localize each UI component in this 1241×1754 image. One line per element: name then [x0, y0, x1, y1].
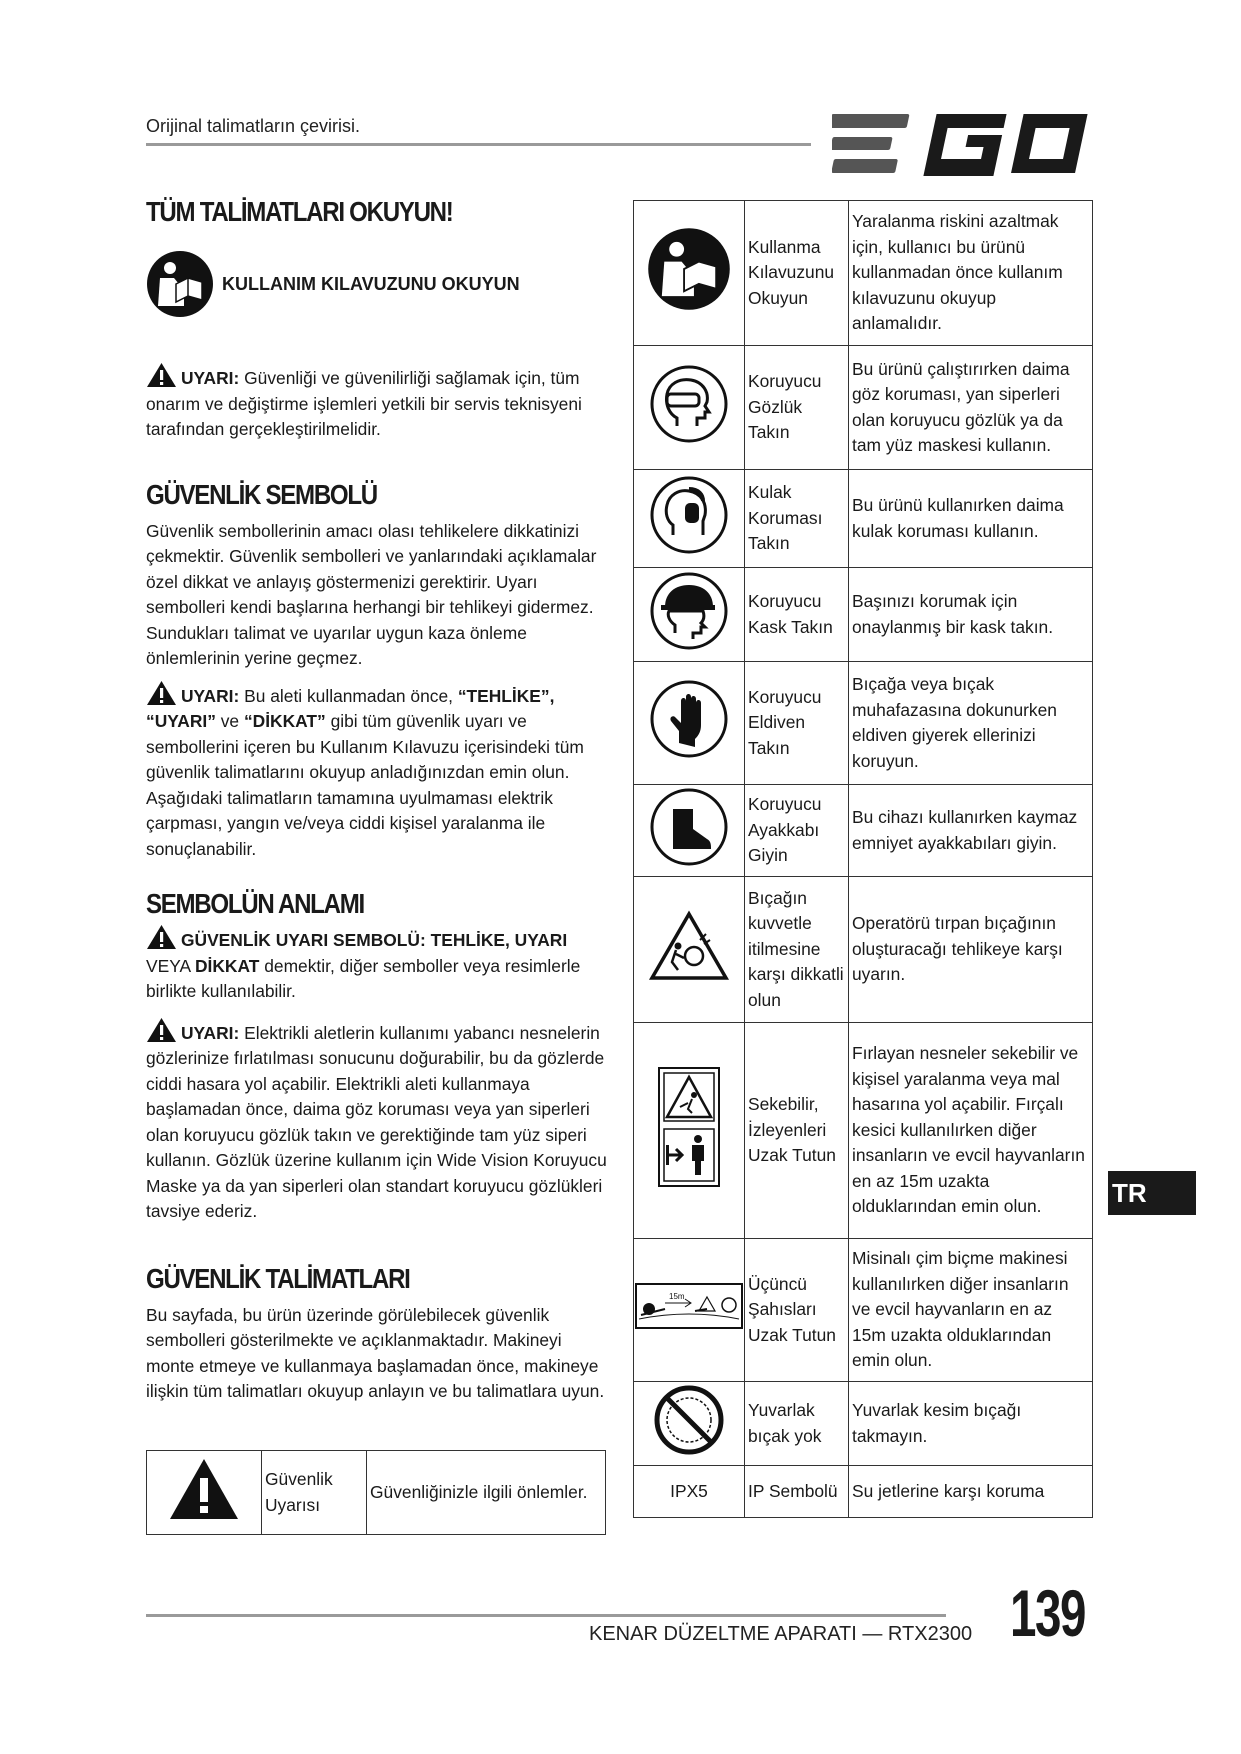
table-row — [634, 877, 1093, 1023]
safety-glasses-icon — [649, 364, 729, 444]
symbol-desc: Yuvarlak kesim bıçağı takmayın. — [849, 1382, 1093, 1466]
table-row — [634, 1023, 1093, 1239]
warning-triangle-icon — [146, 362, 177, 388]
symbol-desc: Yaralanma riskini azaltmak için, kullanıcı bu ürünü kullanmadan önce kullanım kılavuzunu okuyup anlamalıdır. — [849, 201, 1093, 346]
table-cell-icon — [634, 785, 745, 877]
meaning-text: VEYA — [146, 955, 195, 976]
ipx5-label: IPX5 — [634, 1466, 745, 1518]
warning-bold: “DİKKAT” — [243, 711, 326, 731]
safety-warning-desc: Güvenliğinizle ilgili önlemler. — [367, 1451, 606, 1535]
symbol-desc: Misinalı çim biçme makinesi kullanılırken diğer insanların ve evcil hayvanların en az 15m uzakta olduklarından emin olun. — [849, 1239, 1093, 1382]
third-parties-away-icon — [635, 1283, 743, 1329]
symbol-desc: Bu cihazı kullanırken kaymaz emniyet ayakkabıları giyin. — [849, 785, 1093, 877]
ear-protection-icon — [649, 475, 729, 555]
keep-bystanders-away-icon — [658, 1067, 720, 1187]
table-cell-icon — [634, 877, 745, 1023]
symbol-name: Koruyucu Gözlük Takın — [745, 346, 849, 470]
footer-title: KENAR DÜZELTME APARATI — RTX2300 — [589, 1623, 973, 1645]
table-row — [634, 785, 1093, 877]
table-row — [634, 662, 1093, 785]
warning-label: UYARI: — [181, 685, 240, 706]
meaning-paragraph — [146, 924, 612, 1005]
warning-label: UYARI: — [181, 368, 240, 388]
symbol-desc: Operatörü tırpan bıçağının oluşturacağı tehlikeye karşı uyarın. — [849, 877, 1093, 1023]
symbol-desc: Su jetlerine karşı koruma — [849, 1466, 1093, 1518]
table-cell-icon — [634, 662, 745, 785]
symbol-desc: Bıçağa veya bıçak muhafazasına dokunurken eldiven giyerek ellerinizi koruyun. — [849, 662, 1093, 785]
header-rule — [146, 143, 811, 146]
blade-thrust-icon — [648, 910, 730, 982]
read-all-heading: TÜM TALİMATLARI OKUYUN! — [146, 196, 453, 227]
read-manual-icon — [647, 227, 731, 311]
table-row — [634, 1382, 1093, 1466]
warning-text: Güvenliği ve güvenilirliği sağlamak için, tüm onarım ve değiştirme işlemleri yetkili bir servis teknisyeni tarafından gerçekleştirilmelidir. — [146, 368, 582, 439]
meaning-bold: DİKKAT — [194, 955, 260, 976]
distance-label: 15m — [669, 1292, 685, 1302]
symbol-desc: Bu ürünü çalıştırırken daima göz koruması, yan siperleri olan koruyucu gözlük ya da tam yüz maskesi kullanın. — [849, 346, 1093, 470]
symbol-desc: Fırlayan nesneler sekebilir ve kişisel yaralanma veya mal hasarına yol açabilir. Fırçalı kesici kullanılırken diğer insanların ve evcil hayvanların en az 15m uzakta olduklarından emin olun. — [849, 1023, 1093, 1239]
gloves-icon — [649, 679, 729, 759]
table-row — [634, 568, 1093, 662]
symbol-name: Koruyucu Eldiven Takın — [745, 662, 849, 785]
table-cell-icon — [634, 1023, 745, 1239]
table-row — [147, 1451, 606, 1535]
safety-symbol-text: Güvenlik sembollerinin amacı olası tehlikelere dikkatinizi çekmektir. Güvenlik sembolleri ve yanlarındaki açıklamalar özel dikkat ve anlayış göstermenizi gerektirir. Uyarı sembolleri kendi başlarına herhangi bir tehlikeyi gidermez. Sundukları talimat ve uyarılar uygun kaza önleme önlemlerinin yerine geçmez. — [146, 520, 597, 668]
table-cell-icon — [634, 346, 745, 470]
warning-label: UYARI: — [181, 1022, 240, 1043]
instructions-heading: GÜVENLİK TALİMATLARI — [146, 1262, 410, 1294]
warning-triangle-icon — [146, 924, 177, 950]
table-cell-icon — [634, 470, 745, 568]
language-tab: TR — [1108, 1171, 1196, 1215]
meaning-bold: GÜVENLİK UYARI SEMBOLÜ: TEHLİKE, UYARI — [181, 930, 568, 950]
helmet-icon — [649, 571, 729, 651]
warning-text: ve — [215, 711, 244, 731]
table-row — [634, 346, 1093, 470]
no-circular-blade-icon — [653, 1384, 725, 1456]
table-row — [634, 201, 1093, 346]
safety-warning-name: Güvenlik Uyarısı — [262, 1451, 367, 1535]
ego-logo — [832, 112, 1094, 176]
warning-triangle-icon — [167, 1456, 241, 1522]
symbol-name: Bıçağın kuvvetle itilmesine karşı dikkatli olun — [745, 877, 849, 1023]
footer-rule — [146, 1614, 946, 1617]
table-row — [634, 1466, 1093, 1518]
warning-text: Bu aleti kullanmadan önce, — [239, 685, 458, 706]
warning-paragraph-1 — [146, 362, 612, 443]
warning-bold: “TEHLİKE”, “UYARI” — [146, 685, 555, 731]
read-manual-row — [146, 250, 612, 318]
warning-text: Elektrikli aletlerin kullanımı yabancı nesnelerin gözlerinize fırlatılması sonucunu doğurabilir, bu da gözlerde ciddi hasara yol açabilir. Elektrikli aleti kullanmaya başlamadan önce, daima göz koruması veya yan siperleri olan koruyucu gözlük takın ve gerektiğinde tam yüz siperi kullanın. Gözlük üzerine kullanım için Wide Vision Koruyucu Maske ya da yan siperleri olan standart koruyucu gözlükleri tavsiye ederiz. — [146, 1022, 607, 1221]
symbol-name: Koruyucu Ayakkabı Giyin — [745, 785, 849, 877]
meaning-text: demektir, diğer semboller veya resimlerle birlikte kullanılabilir. — [146, 955, 581, 1001]
symbol-name: Sekebilir, İzleyenleri Uzak Tutun — [745, 1023, 849, 1239]
read-manual-label: KULLANIM KILAVUZUNU OKUYUN — [222, 273, 520, 294]
page-number: 139 — [1010, 1576, 1085, 1650]
warning-triangle-icon — [146, 680, 177, 706]
symbol-name: Kullanma Kılavuzunu Okuyun — [745, 201, 849, 346]
symbol-desc: Başınızı korumak için onaylanmış bir kask takın. — [849, 568, 1093, 662]
boots-icon — [649, 787, 729, 867]
table-row — [634, 1239, 1093, 1382]
warning-text: gibi tüm güvenlik uyarı ve sembollerini içeren bu Kullanım Kılavuzu içerisindeki tüm güvenlik talimatlarını okuyup anladığınızdan emin olun. Aşağıdaki talimatların tamamına uyulmaması elektrik çarpması, yangın ve/veya ciddi kişisel yaralanma ile sonuçlanabilir. — [146, 711, 584, 859]
table-cell-icon — [634, 201, 745, 346]
symbol-name: Üçüncü Şahısları Uzak Tutun — [745, 1239, 849, 1382]
table-cell-icon — [634, 568, 745, 662]
warning-paragraph-3 — [146, 1017, 612, 1225]
table-cell-icon — [634, 1239, 745, 1382]
read-manual-icon — [146, 250, 214, 318]
left-column — [146, 196, 612, 1405]
symbol-name: Yuvarlak bıçak yok — [745, 1382, 849, 1466]
table-cell-icon — [147, 1451, 262, 1535]
symbol-desc: Bu ürünü kullanırken daima kulak koruması kullanın. — [849, 470, 1093, 568]
warning-paragraph-2 — [146, 680, 612, 863]
symbol-table — [633, 200, 1093, 1518]
symbol-name: IP Sembolü — [745, 1466, 849, 1518]
meaning-heading: SEMBOLÜN ANLAMI — [146, 888, 364, 919]
symbol-name: Kulak Koruması Takın — [745, 470, 849, 568]
symbol-name: Koruyucu Kask Takın — [745, 568, 849, 662]
warning-triangle-icon — [146, 1017, 177, 1043]
safety-warning-table — [146, 1450, 606, 1535]
safety-symbol-heading: GÜVENLİK SEMBOLÜ — [146, 478, 377, 510]
table-cell-icon — [634, 1382, 745, 1466]
table-row — [634, 470, 1093, 568]
instructions-text: Bu sayfada, bu ürün üzerinde görülebilecek güvenlik sembolleri gösterilmekte ve açıklanmaktadır. Makineyi monte etmeye ve kullanmaya başlamadan önce, makineye ilişkin tüm talimatları okuyup anlayın ve bu talimatlara uyun. — [146, 1304, 605, 1401]
header-title: Orijinal talimatların çevirisi. — [146, 116, 361, 136]
